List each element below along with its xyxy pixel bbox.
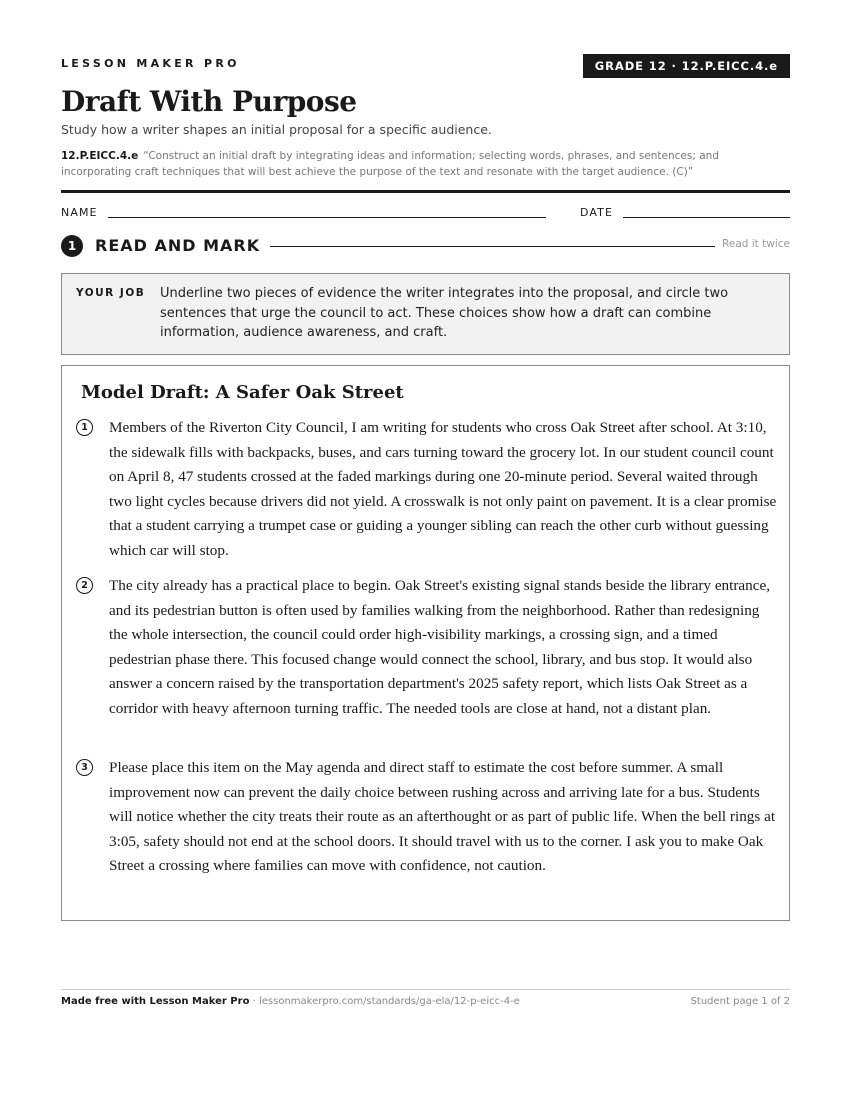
- standard-description: [61, 148, 790, 180]
- grade-badge: GRADE 12 · 12.P.EICC.4.e: [583, 54, 790, 78]
- section-number-badge: 1: [61, 235, 83, 257]
- header-bar: [61, 54, 790, 78]
- paragraph-number: 1: [76, 419, 93, 436]
- date-label: DATE: [580, 206, 614, 219]
- page-title: Draft With Purpose: [61, 85, 357, 118]
- standard-text: “Construct an initial draft by integrating ideas and information; selecting words, phrases, and sentences; and incorporating craft techniques that will best achieve the purpose of the text and resonate with the target audience. (C)”: [61, 150, 719, 178]
- section-note: Read it twice: [722, 238, 790, 250]
- section-header: [61, 235, 790, 257]
- header-divider: [61, 190, 790, 193]
- name-field[interactable]: [108, 217, 546, 218]
- name-date-row: [61, 206, 790, 222]
- worksheet-page: [61, 0, 790, 1100]
- paragraph-number: 2: [76, 577, 93, 594]
- brand-name: LESSON MAKER PRO: [61, 57, 240, 70]
- paragraph-text: Please place this item on the May agenda and direct staff to estimate the cost before summer. A small improvement now can prevent the daily choice between rushing across and arriving late for a bus. Students will notice whether the city treats their route as an afterthought or as part of public life. When the bell rings at 3:05, safety should not end at the school doors. It should travel with us to the corner. I ask you to make Oak Street a crossing where families can move with confidence, not caution.: [109, 759, 776, 874]
- section-title: READ AND MARK: [95, 236, 261, 255]
- model-draft-box: [61, 365, 790, 921]
- date-field[interactable]: [623, 217, 790, 218]
- footer-credit: [61, 996, 520, 1007]
- footer-divider: [61, 989, 790, 990]
- your-job-box: [61, 273, 790, 355]
- page-subtitle: Study how a writer shapes an initial proposal for a specific audience.: [61, 122, 492, 137]
- section-rule: [270, 246, 715, 247]
- standard-code: 12.P.EICC.4.e: [61, 150, 139, 162]
- draft-title: Model Draft: A Safer Oak Street: [81, 382, 404, 403]
- footer-page-number: Student page 1 of 2: [690, 996, 790, 1007]
- your-job-label: YOUR JOB: [76, 287, 146, 299]
- footer-made-with: Made free with Lesson Maker Pro: [61, 996, 250, 1007]
- name-label: NAME: [61, 206, 98, 219]
- footer-url: · lessonmakerpro.com/standards/ga-ela/12-p-eicc-4-e: [249, 996, 520, 1007]
- your-job-instructions: Underline two pieces of evidence the writer integrates into the proposal, and circle two sentences that urge the council to act. These choices show how a draft can combine information, audience awareness, and craft.: [160, 286, 729, 340]
- paragraph-number: 3: [76, 759, 93, 776]
- paragraph-text: The city already has a practical place to begin. Oak Street's existing signal stands beside the library entrance, and its pedestrian button is often used by families walking from the neighborhood. Rather than redesigning the whole intersection, the council could order high-visibility markings, a crossing sign, and a timed pedestrian phase there. This focused change would connect the school, library, and bus stop. It would also answer a concern raised by the transportation department's 2025 safety report, which lists Oak Street as a corridor with heavy afternoon turning traffic. The needed tools are close at hand, not a distant plan.: [109, 577, 771, 717]
- paragraph-text: Members of the Riverton City Council, I am writing for students who cross Oak Street after school. At 3:10, the sidewalk fills with backpacks, buses, and cars turning toward the grocery lot. In our student council count on April 8, 47 students crossed at the faded markings during one 20-minute period. Several waited through two light cycles because drivers did not yield. A crosswalk is not only paint on pavement. It is a clear promise that a student carrying a trumpet case or guiding a younger sibling can reach the other curb without guessing which car will stop.: [109, 419, 777, 559]
